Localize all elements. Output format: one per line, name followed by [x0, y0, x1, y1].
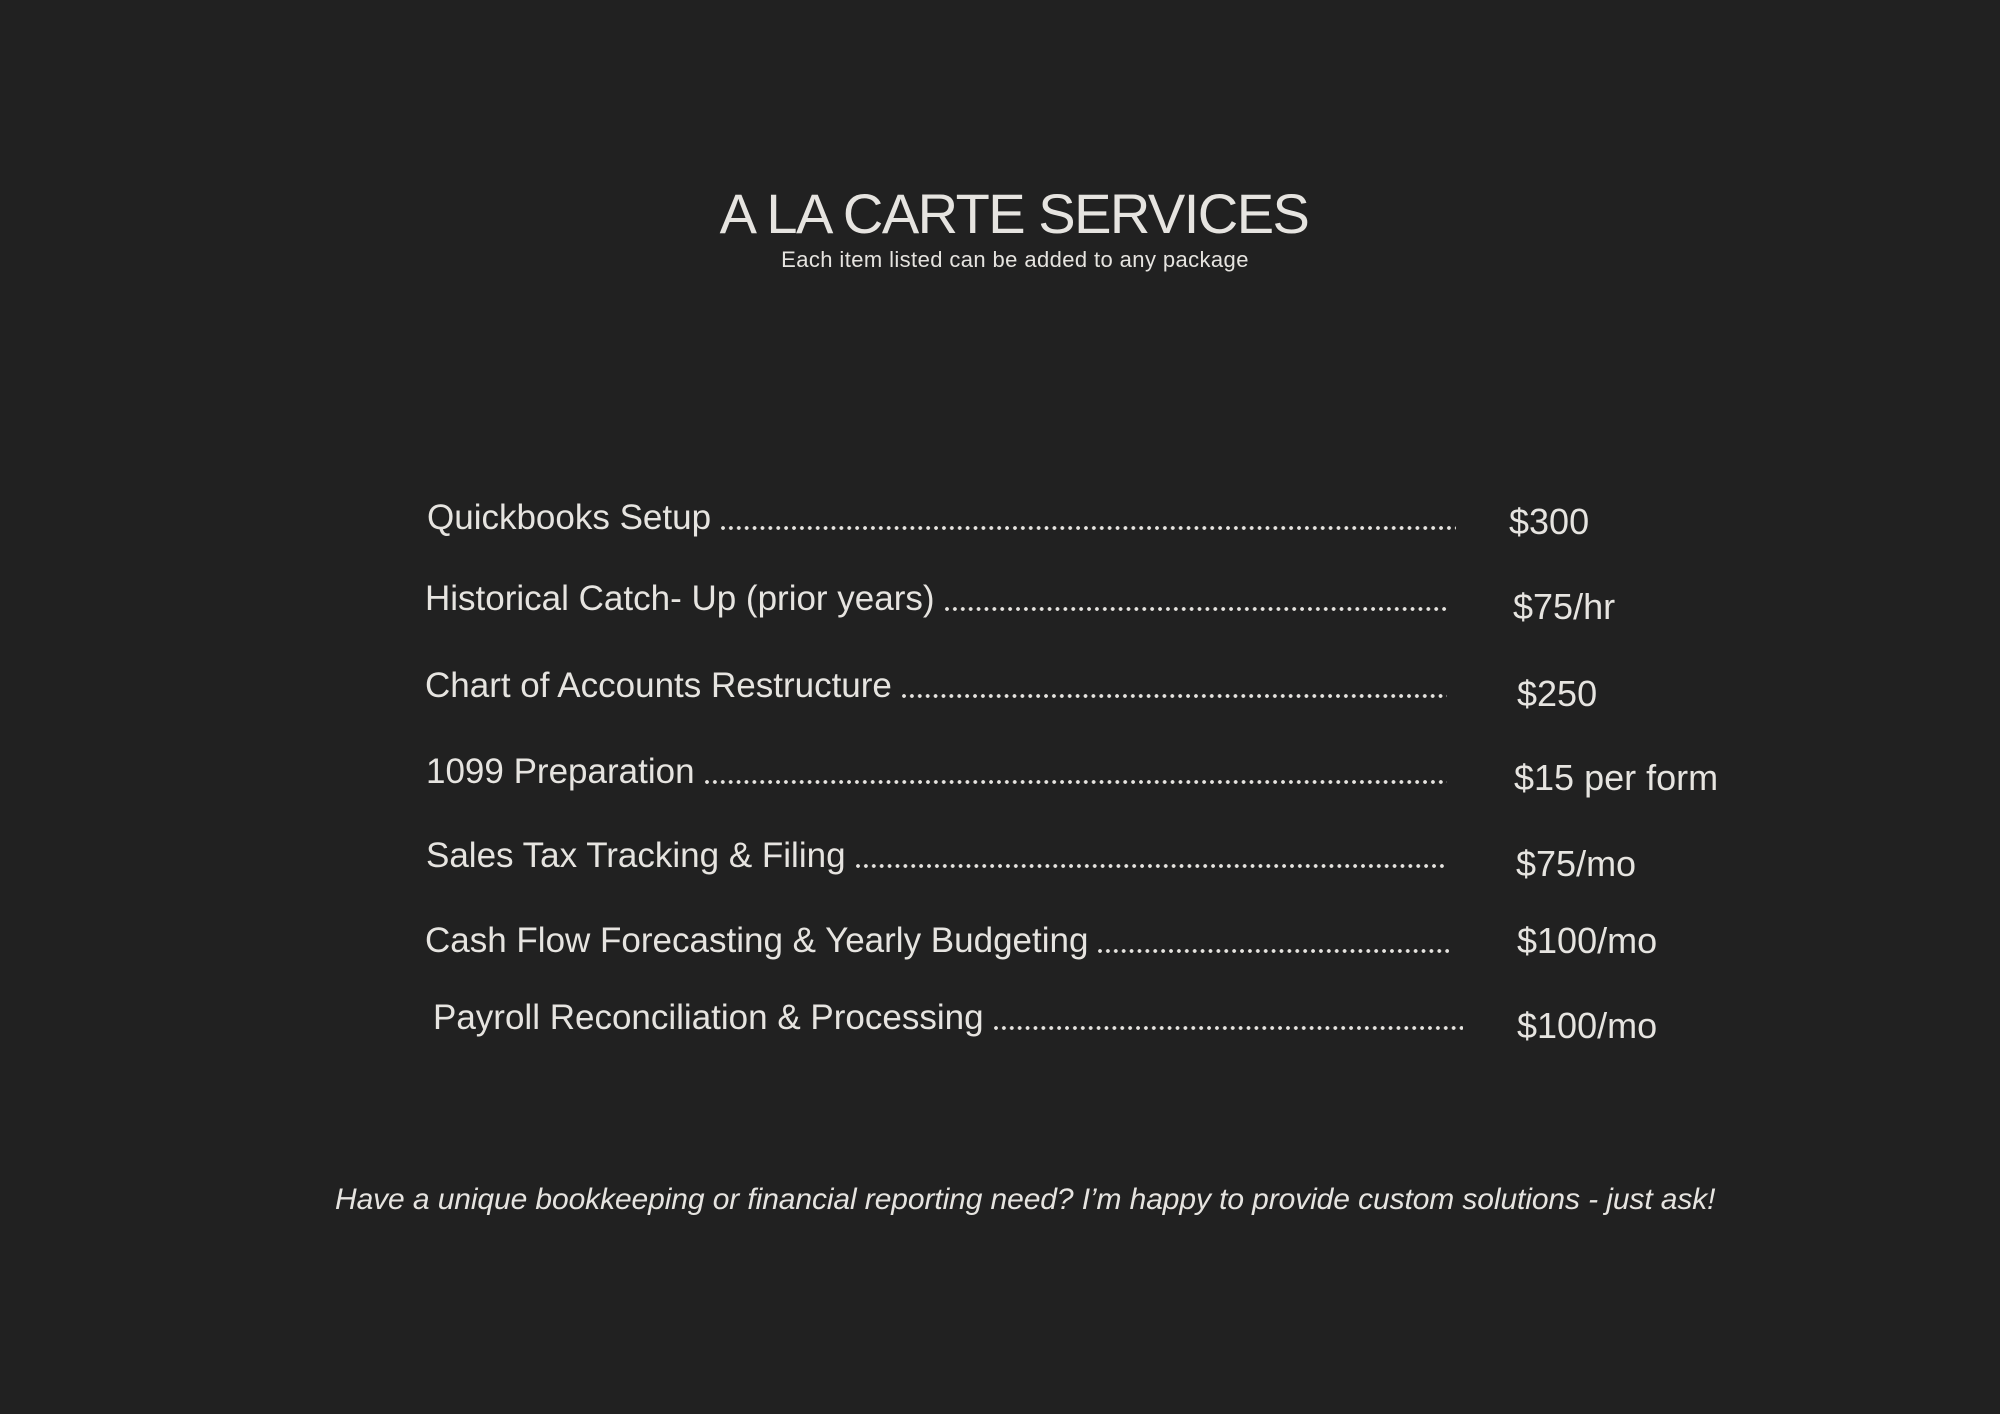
- dot-leader: [856, 864, 1447, 870]
- dot-leader: [902, 694, 1447, 700]
- custom-solutions-note: Have a unique bookkeeping or financial reporting need? I’m happy to provide custom solutions - just ask!: [335, 1183, 1716, 1216]
- service-name: Payroll Reconciliation & Processing: [433, 998, 984, 1037]
- service-price: $100/mo: [1517, 1005, 1658, 1046]
- service-row: [426, 754, 1447, 789]
- service-price: $75/mo: [1516, 843, 1637, 884]
- service-row: [425, 668, 1447, 703]
- dot-leader: [945, 607, 1448, 613]
- service-price: $75/hr: [1513, 586, 1616, 627]
- service-row: [427, 500, 1456, 535]
- page-title: A LA CARTE SERVICES: [719, 182, 1309, 245]
- service-name: Cash Flow Forecasting & Yearly Budgeting: [425, 921, 1089, 960]
- service-row: [426, 838, 1447, 873]
- service-price: $15 per form: [1514, 757, 1719, 798]
- service-name: 1099 Preparation: [426, 752, 695, 791]
- dot-leader: [1098, 949, 1449, 955]
- service-row: [425, 923, 1449, 958]
- dot-leader: [721, 526, 1456, 532]
- service-row: [425, 581, 1448, 616]
- service-price: $300: [1509, 501, 1590, 542]
- service-name: Historical Catch- Up (prior years): [425, 579, 935, 618]
- page-subtitle: Each item listed can be added to any package: [781, 247, 1249, 272]
- dot-leader: [994, 1026, 1463, 1032]
- service-row: [433, 1000, 1463, 1035]
- service-name: Quickbooks Setup: [427, 498, 712, 537]
- service-price: $250: [1517, 673, 1598, 714]
- service-name: Chart of Accounts Restructure: [425, 666, 892, 705]
- dot-leader: [705, 780, 1447, 786]
- service-price: $100/mo: [1517, 920, 1658, 961]
- service-name: Sales Tax Tracking & Filing: [426, 836, 846, 875]
